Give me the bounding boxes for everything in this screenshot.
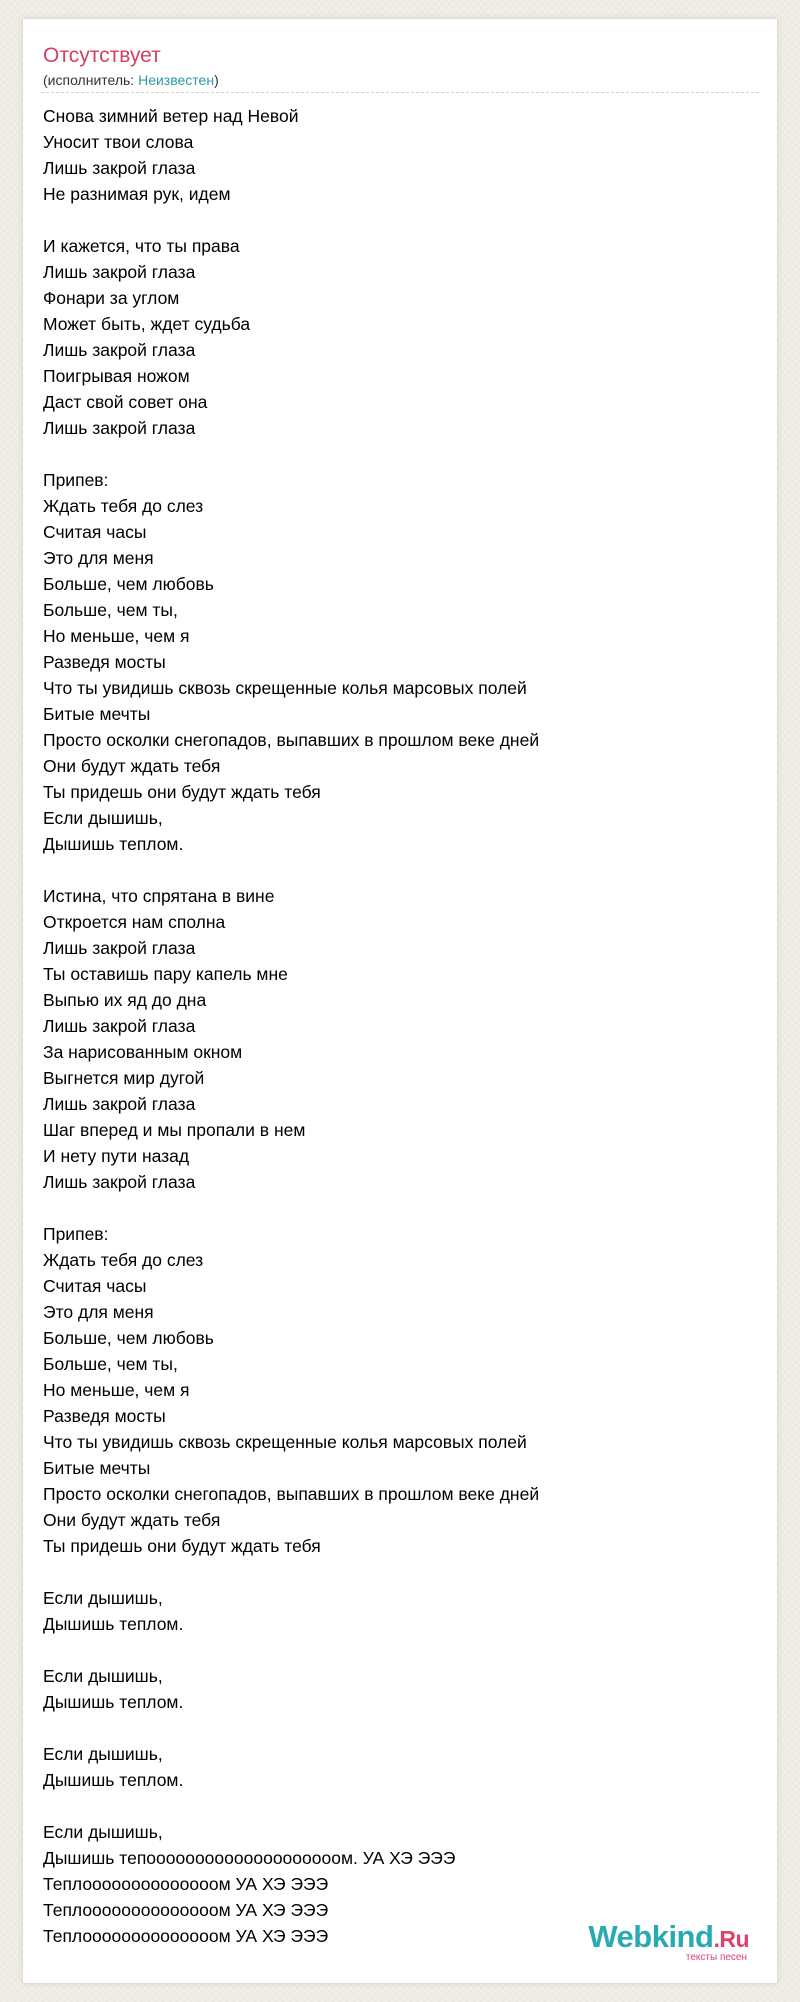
lyric-line: Лишь закрой глаза <box>43 158 196 178</box>
lyric-blank-line <box>43 207 757 233</box>
lyric-blank-line <box>43 1559 757 1585</box>
lyric-line: Больше, чем ты, <box>43 1354 178 1374</box>
site-logo[interactable] <box>588 1921 749 1963</box>
logo-tagline: тексты песен <box>685 1952 747 1963</box>
lyric-line: Они будут ждать тебя <box>43 756 221 776</box>
lyric-line: Лишь закрой глаза <box>43 1094 196 1114</box>
lyric-line: Но меньше, чем я <box>43 626 190 646</box>
lyric-line: Лишь закрой глаза <box>43 938 196 958</box>
lyric-line: Ждать тебя до слез <box>43 496 204 516</box>
lyric-blank-line <box>43 1715 757 1741</box>
logo-name: Webkind <box>588 1919 714 1954</box>
song-header <box>43 43 757 89</box>
lyric-line: Что ты увидишь сквозь скрещенные колья марсовых полей <box>43 1432 527 1452</box>
lyric-line: Но меньше, чем я <box>43 1380 190 1400</box>
lyric-line: Не разнимая рук, идем <box>43 184 231 204</box>
logo-wordmark <box>588 1921 749 1955</box>
lyric-line: Дышишь теплом. <box>43 1614 184 1634</box>
lyric-line: Больше, чем любовь <box>43 1328 214 1348</box>
lyric-line: Ты придешь они будут ждать тебя <box>43 1536 321 1556</box>
lyric-line: Битые мечты <box>43 1458 151 1478</box>
lyric-line: Фонари за углом <box>43 288 180 308</box>
lyric-blank-line <box>43 1793 757 1819</box>
lyric-blank-line <box>43 857 757 883</box>
artist-line <box>43 71 757 89</box>
lyric-line: Лишь закрой глаза <box>43 418 196 438</box>
lyric-line: Разведя мосты <box>43 1406 166 1426</box>
lyric-line: Дышишь теплом. <box>43 1770 184 1790</box>
lyric-line: Просто осколки снегопадов, выпавших в прошлом веке дней <box>43 1484 540 1504</box>
lyric-line: Если дышишь, <box>43 1744 163 1764</box>
lyric-line: Теплоооооооооооооом УА ХЭ ЭЭЭ <box>43 1926 329 1946</box>
lyric-line: Считая часы <box>43 1276 147 1296</box>
lyric-line: Выгнется мир дугой <box>43 1068 205 1088</box>
lyric-line: Уносит твои слова <box>43 132 194 152</box>
lyrics-card <box>22 18 778 1984</box>
lyric-line: Больше, чем любовь <box>43 574 214 594</box>
lyric-line: Считая часы <box>43 522 147 542</box>
lyric-line: Это для меня <box>43 548 154 568</box>
lyric-line: Ждать тебя до слез <box>43 1250 204 1270</box>
lyric-line: И нету пути назад <box>43 1146 190 1166</box>
artist-prefix: (исполнитель: <box>43 72 139 88</box>
lyric-line: Припев: <box>43 1224 109 1244</box>
lyric-line: Теплоооооооооооооом УА ХЭ ЭЭЭ <box>43 1874 329 1894</box>
lyric-line: Выпью их яд до дна <box>43 990 207 1010</box>
logo-tld: .Ru <box>713 1926 749 1952</box>
lyric-line: Припев: <box>43 470 109 490</box>
lyric-line: Может быть, ждет судьба <box>43 314 251 334</box>
lyric-line: Поигрывая ножом <box>43 366 190 386</box>
lyric-line: Лишь закрой глаза <box>43 340 196 360</box>
lyric-line: Истина, что спрятана в вине <box>43 886 275 906</box>
lyric-line: Просто осколки снегопадов, выпавших в прошлом веке дней <box>43 730 540 750</box>
lyric-line: Дышишь теплом. <box>43 834 184 854</box>
lyric-line: За нарисованным окном <box>43 1042 243 1062</box>
lyric-line: Что ты увидишь сквозь скрещенные колья марсовых полей <box>43 678 527 698</box>
lyric-line: Битые мечты <box>43 704 151 724</box>
lyrics-text <box>43 103 757 1949</box>
lyric-line: Откроется нам сполна <box>43 912 226 932</box>
lyric-line: Ты оставишь пару капель мне <box>43 964 288 984</box>
song-title: Отсутствует <box>43 44 161 67</box>
lyric-blank-line <box>43 1195 757 1221</box>
lyric-line: И кажется, что ты права <box>43 236 240 256</box>
lyric-line: Это для меня <box>43 1302 154 1322</box>
lyric-line: Они будут ждать тебя <box>43 1510 221 1530</box>
lyric-line: Если дышишь, <box>43 1666 163 1686</box>
lyric-line: Дышишь тепоооооооооооооооооооом. УА ХЭ ЭЭЭ <box>43 1848 456 1868</box>
header-divider <box>41 92 759 93</box>
lyric-line: Разведя мосты <box>43 652 166 672</box>
lyric-line: Если дышишь, <box>43 1822 163 1842</box>
lyric-line: Больше, чем ты, <box>43 600 178 620</box>
lyric-line: Лишь закрой глаза <box>43 1016 196 1036</box>
lyric-blank-line <box>43 441 757 467</box>
lyric-line: Шаг вперед и мы пропали в нем <box>43 1120 306 1140</box>
lyric-line: Лишь закрой глаза <box>43 262 196 282</box>
lyric-line: Если дышишь, <box>43 1588 163 1608</box>
lyric-line: Снова зимний ветер над Невой <box>43 106 299 126</box>
lyric-line: Лишь закрой глаза <box>43 1172 196 1192</box>
lyric-blank-line <box>43 1637 757 1663</box>
artist-suffix: ) <box>214 72 219 88</box>
lyric-line: Дышишь теплом. <box>43 1692 184 1712</box>
lyric-line: Теплоооооооооооооом УА ХЭ ЭЭЭ <box>43 1900 329 1920</box>
artist-link[interactable]: Неизвестен <box>138 72 215 88</box>
lyric-line: Ты придешь они будут ждать тебя <box>43 782 321 802</box>
lyric-line: Даст свой совет она <box>43 392 208 412</box>
lyric-line: Если дышишь, <box>43 808 163 828</box>
